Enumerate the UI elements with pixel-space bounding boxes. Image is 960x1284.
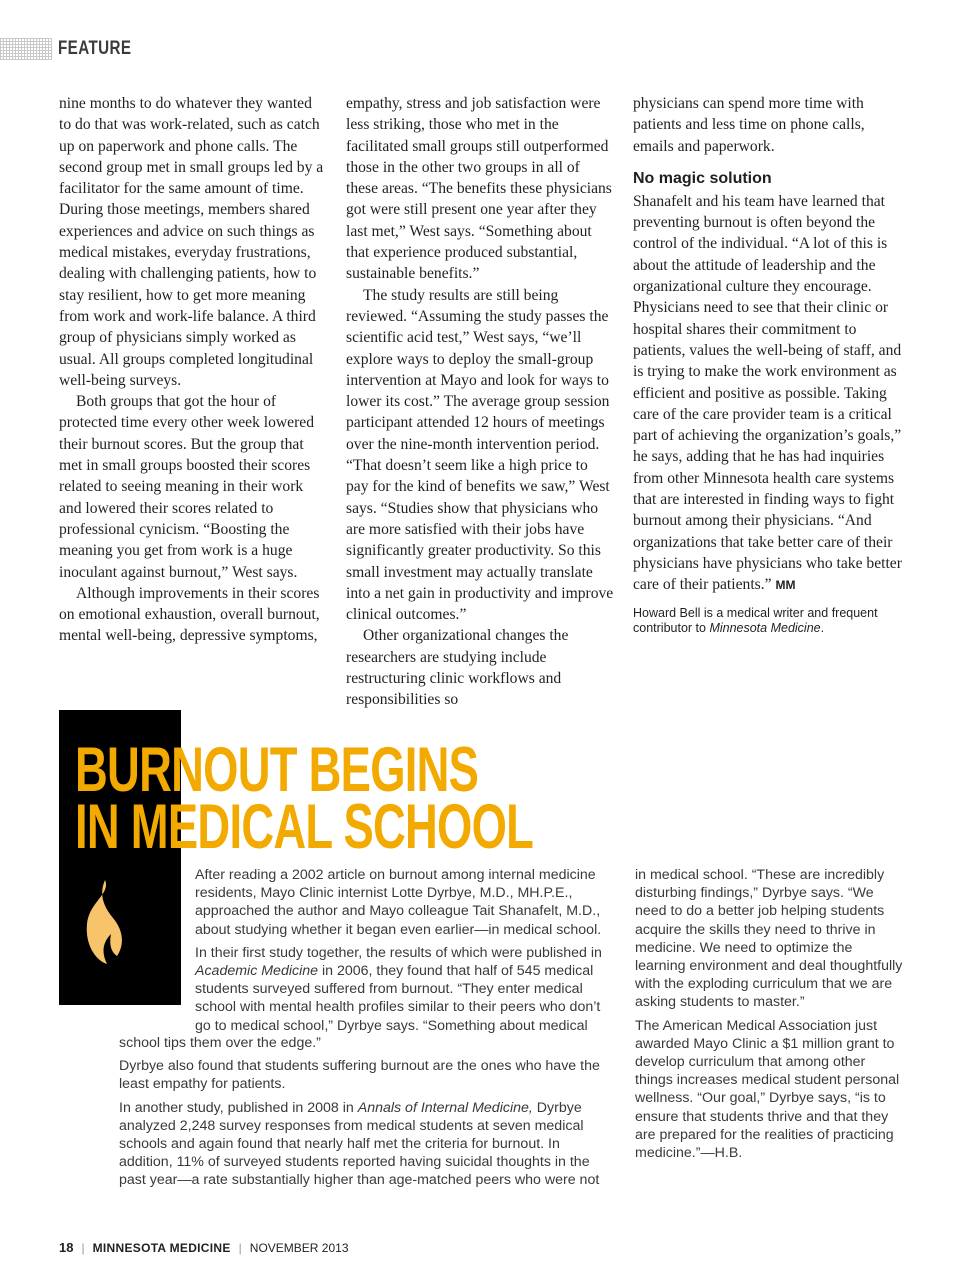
article-column-2 bbox=[346, 93, 614, 711]
paragraph-text: In another study, published in 2008 in bbox=[119, 1099, 358, 1116]
article-paragraph: nine months to do whatever they wanted to do that was work-related, such as catch up on paperwork and phone calls. The second group met in small groups led by a facilitator for the same amount of time. During those meetings, members shared experiences and advice on such things as medical mistakes, everyday frustrations, dealing with challenging patients, how to stay resilient, how to get more meaning from work and work-life balance. A third group of physicians simply worked as usual. All groups completed longitudinal well-being surveys. bbox=[59, 95, 324, 389]
headline-line-1: BURNOUT BEGINS bbox=[75, 735, 479, 805]
sidebar-paragraph: in medical school. “These are incredibly disturbing findings,” Dyrbye says. “We need to do a better job helping students acquire the skills they need to thrive in medicine. We need to optimize the learning environment and deal thoughtfully with the exploding curriculum that we are asking students to master.” bbox=[635, 867, 903, 1011]
article-paragraph: empathy, stress and job satisfaction were less striking, those who met in the facilitated small groups still outperformed those in the other two groups in all of these areas. “The benefits these physicians got were still present one year after they last met,” West says. “Something about that experience produced substantial, sustainable benefits.” bbox=[346, 95, 612, 283]
sidebar-paragraph-continued: school tips them over the edge.” bbox=[119, 1035, 321, 1051]
bio-text: Howard Bell is a medical writer and frequent contributor to bbox=[633, 605, 878, 635]
article-column-3 bbox=[633, 93, 903, 636]
footer-separator: | bbox=[238, 1241, 242, 1255]
sidebar-paragraph: Dyrbye also found that students suffering burnout are the ones who have the least empathy for patients. bbox=[119, 1058, 600, 1093]
article-column-1 bbox=[59, 93, 327, 647]
paragraph-text: Shanafelt and his team have learned that preventing burnout is often beyond the control of the individual. “A lot of this is about the attitude of leadership and the organizational culture they encourage. Physicians need to see that their clinic or hospital shares their commitment to patients, values the well-being of staff, and is trying to make the work environment as efficient and positive as possible. Taking care of the care provider team is a critical part of achieving the organization’s goals,” he says, adding that he has had inquiries from other Minnesota health care systems that are interested in finding ways to fight burnout among their physicians. “And organizations that take better care of their physicians have physicians who take better care of their patients.” bbox=[633, 192, 902, 594]
magazine-name: MINNESOTA MEDICINE bbox=[92, 1241, 231, 1255]
article-paragraph: physicians can spend more time with patients and less time on phone calls, emails and paperwork. bbox=[633, 95, 865, 155]
article-paragraph bbox=[633, 191, 903, 597]
sidebar-paragraph: The American Medical Association just awarded Mayo Clinic a $1 million grant to develop curriculum that among other things increases medical student personal wellness. “Our goal,” Dyrbye says, “is to ensure that students thrive and that they are prepared for the realities of practicing medicine.”—H.B. bbox=[635, 1017, 900, 1162]
flame-icon bbox=[81, 880, 125, 966]
sidebar-paragraph bbox=[195, 944, 610, 1035]
paragraph-text: In their first study together, the results of which were published in bbox=[195, 944, 602, 961]
paragraph-text: in 2006, they found that half of 545 medical students surveyed suffered from burnout. “They enter medical school with mental health profiles similar to their peers who don’t go to medical school,” Dyrbye says. “Something about medical bbox=[195, 963, 601, 1034]
headline-line-2: IN MEDICAL SCHOOL bbox=[75, 792, 534, 862]
sidebar-paragraph bbox=[119, 1099, 609, 1190]
section-subhead: No magic solution bbox=[633, 169, 772, 187]
sidebar-headline bbox=[75, 735, 534, 862]
feature-pattern-bar bbox=[0, 38, 52, 60]
journal-title: Academic Medicine bbox=[195, 963, 319, 980]
article-paragraph: Other organizational changes the researchers are studying include restructuring clinic workflows and responsibilities so bbox=[346, 627, 569, 709]
paragraph-text: Dyrbye analyzed 2,248 survey responses from medical students at seven medical schools and again found that nearly half met the criteria for burnout. In addition, 11% of surveyed students reported having suicidal thoughts in the past year—a rate substantially higher than age-matched peers who were not bbox=[119, 1099, 600, 1189]
end-mark: MM bbox=[775, 578, 796, 593]
sidebar-column-1-top bbox=[195, 866, 610, 1040]
bio-end: . bbox=[820, 620, 825, 635]
page-footer bbox=[59, 1240, 349, 1255]
footer-separator: | bbox=[81, 1241, 85, 1255]
article-paragraph: Although improvements in their scores on emotional exhaustion, overall burnout, mental well-being, depressive symptoms, bbox=[59, 584, 320, 645]
bio-publication: Minnesota Medicine bbox=[709, 620, 821, 635]
section-label: FEATURE bbox=[58, 38, 132, 59]
sidebar-paragraph: After reading a 2002 article on burnout among internal medicine residents, Mayo Clinic internist Lotte Dyrbye, M.D., MH.P.E., approached the author and Mayo colleague Tait Shanafelt, M.D., about studying whether it began even earlier—in medical school. bbox=[195, 867, 602, 938]
author-bio bbox=[633, 606, 903, 636]
journal-title: Annals of Internal Medicine, bbox=[357, 1099, 533, 1116]
sidebar-column-2 bbox=[635, 866, 905, 1167]
issue-date: NOVEMBER 2013 bbox=[249, 1241, 349, 1255]
article-paragraph: The study results are still being reviewed. “Assuming the study passes the scientific acid test,” West says, “we’ll explore ways to deploy the small-group intervention at Mayo and look for ways to lower its cost.” The average group session participant attended 12 hours of meetings over the nine-month intervention period. “That doesn’t seem like a high price to pay for the kind of benefits we saw,” West says. “Studies show that physicians who are more satisfied with their jobs have significantly greater productivity. So this small investment may actually translate into a net gain in productivity and improve clinical outcomes.” bbox=[346, 286, 614, 624]
article-paragraph: Both groups that got the hour of protected time every other week lowered their burnout scores. But the group that met in small groups boosted their scores related to seeing meaning in their work and lowered their scores related to professional cynicism. “Boosting the meaning you get from work is a huge inoculant against burnout,” West says. bbox=[59, 393, 315, 581]
page-number: 18 bbox=[59, 1240, 74, 1255]
sidebar-column-1-bottom bbox=[119, 1034, 609, 1195]
